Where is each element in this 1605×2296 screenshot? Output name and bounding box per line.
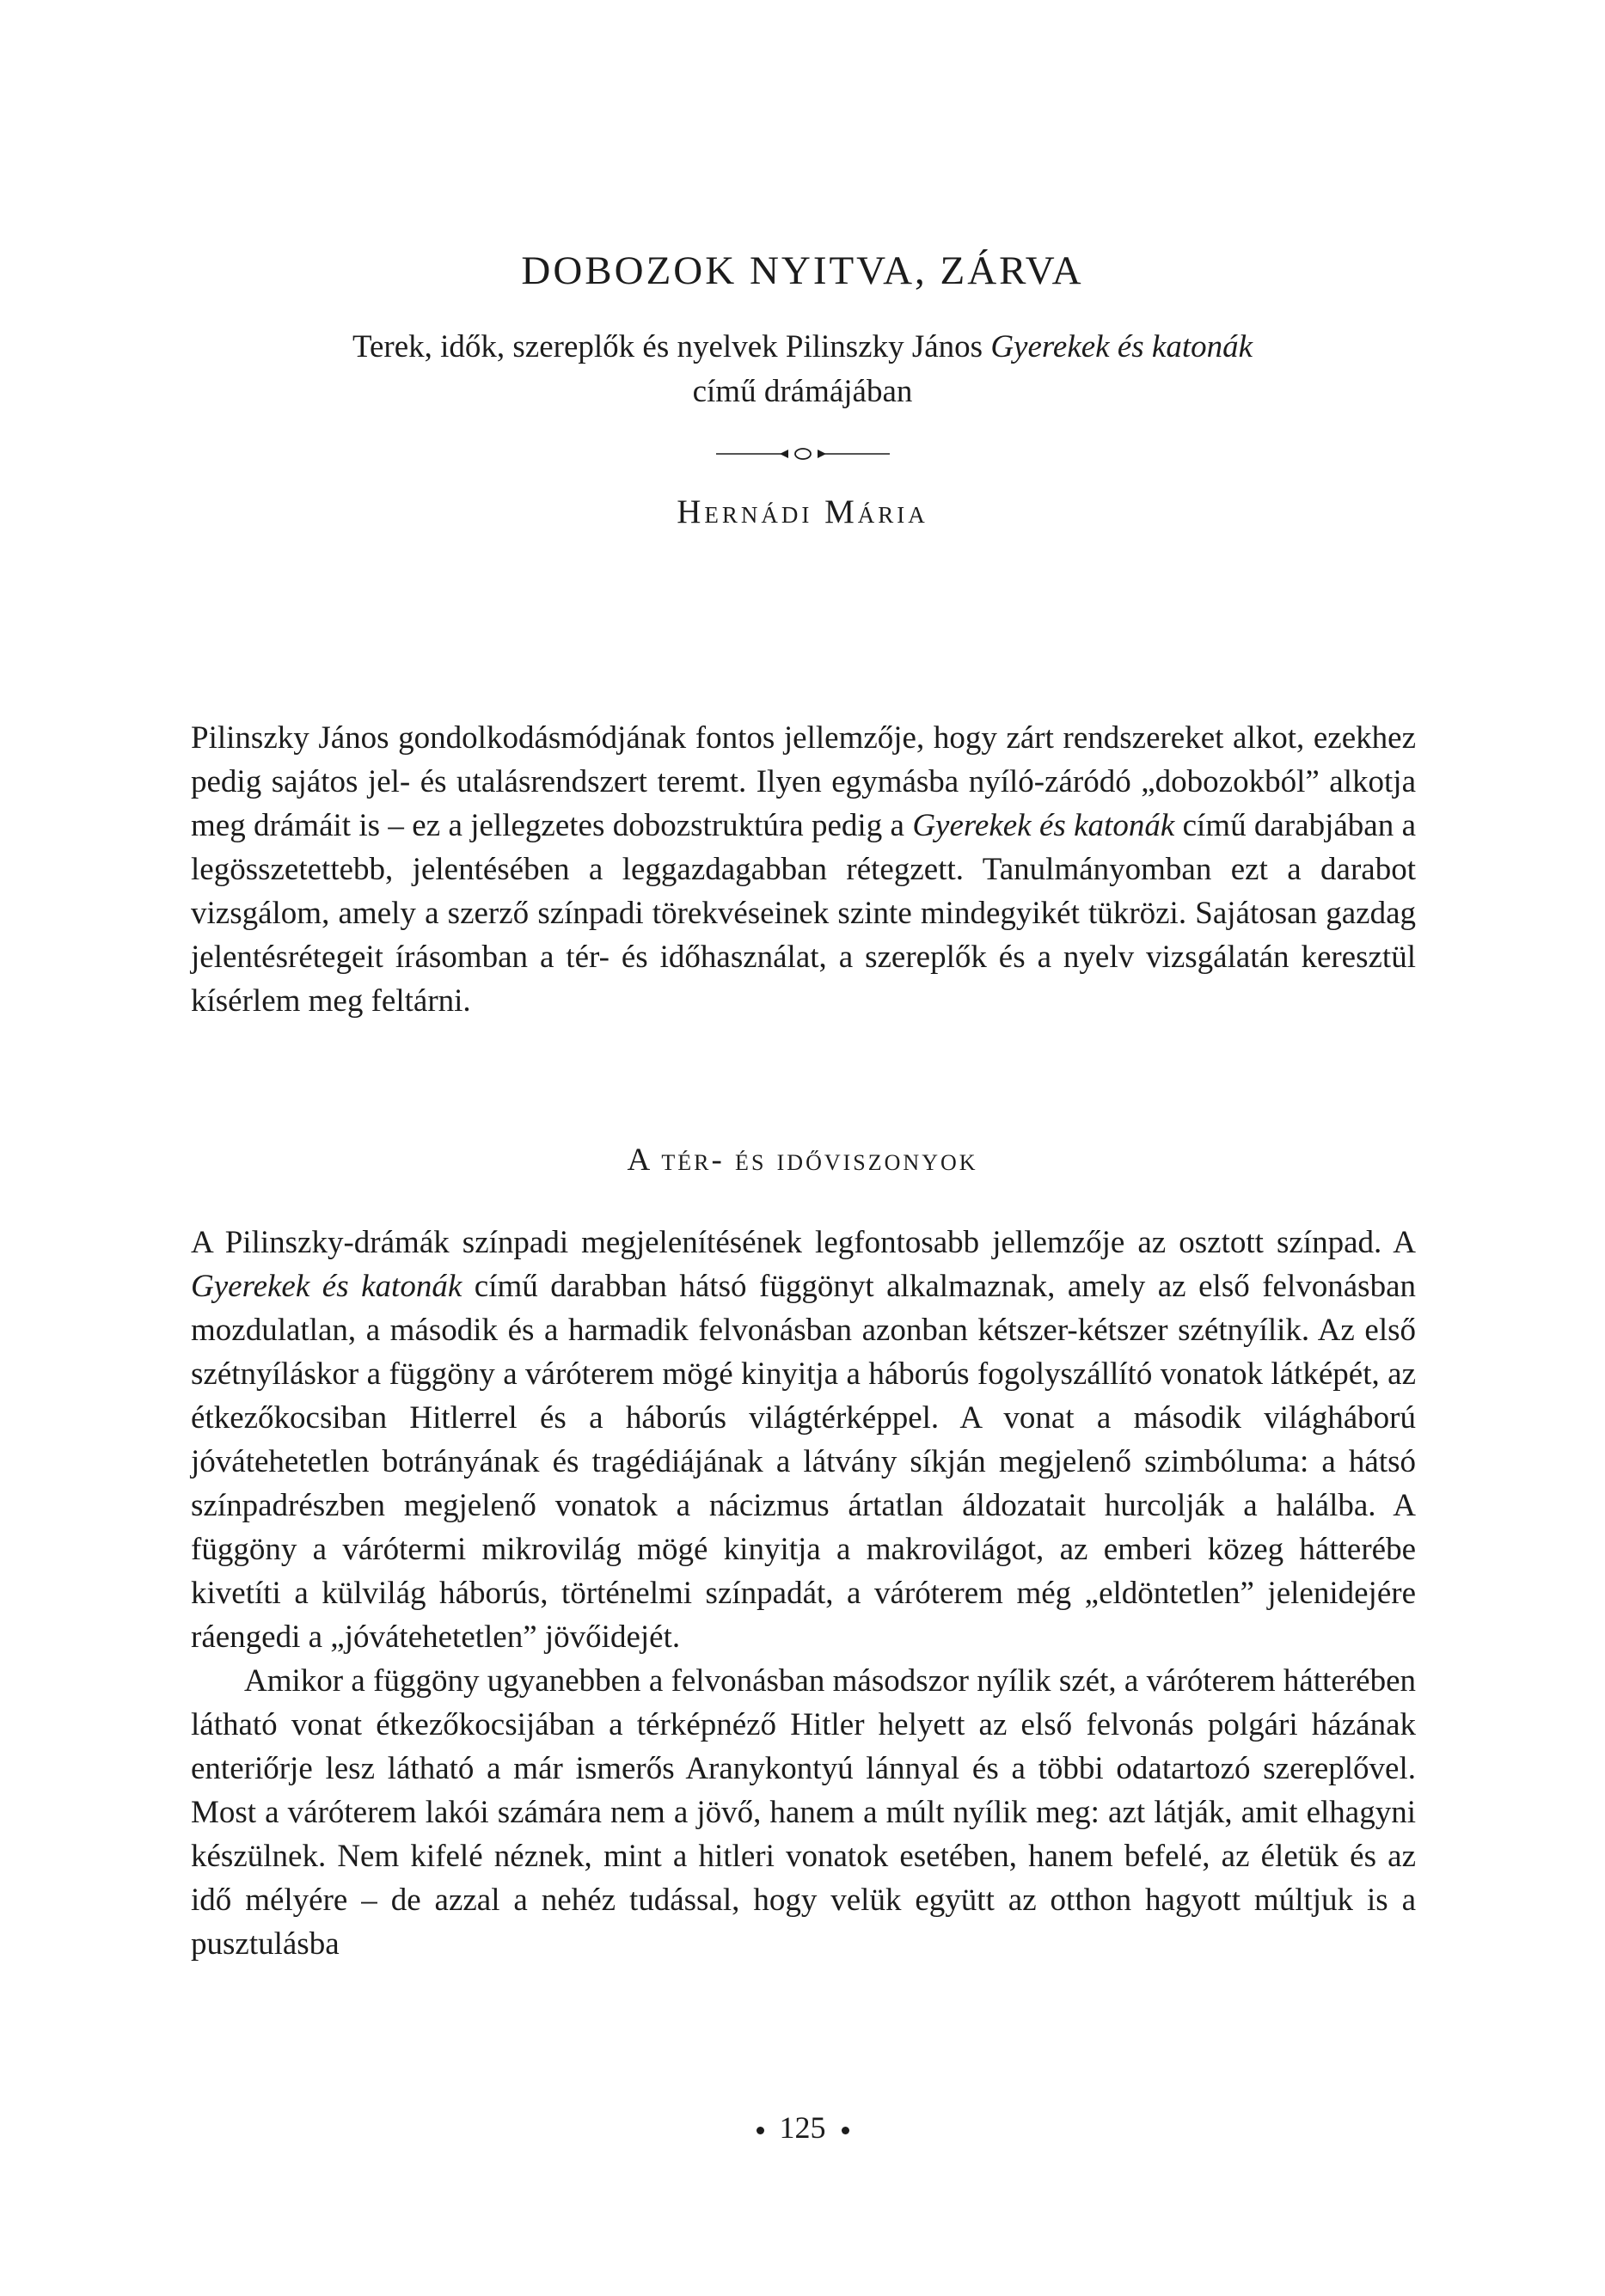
page-number bbox=[0, 2109, 1605, 2146]
section-paragraph-1 bbox=[191, 1221, 1416, 1659]
page-number-value: 125 bbox=[779, 2110, 826, 2145]
subtitle-work-title: Gyerekek és katonák bbox=[990, 329, 1253, 364]
bullet-icon bbox=[842, 2127, 849, 2134]
subtitle-text: Terek, idők, szereplők és nyelvek Pilinszky János bbox=[352, 329, 991, 364]
intro-paragraph bbox=[191, 716, 1416, 1023]
subtitle-text-line2: című drámájában bbox=[692, 374, 913, 409]
section-heading: A tér- és időviszonyok bbox=[627, 1142, 978, 1178]
intro-text-1: Pilinszky János gondolkodásmódjának fontos jellemzője, hogy zárt rendszereket alkot, ezekhez pedig sajátos jel- és utalásrendszert teremt. Ilyen egymásba nyíló-záródó „dobozokból” alkotja meg drámáit is – ez a jellegzetes dobozstruktúra pedig a bbox=[191, 720, 1416, 843]
article-subtitle bbox=[0, 325, 1605, 414]
author-name: Hernádi Mária bbox=[677, 493, 928, 530]
intro-work-title: Gyerekek és katonák bbox=[912, 808, 1175, 843]
intro-text-2: című darabjában a legösszetettebb, jelentésében a leggazdagabban rétegzett. Tanulmányomban ezt a darabot vizsgálom, amely a szerző színpadi törekvéseinek szinte mindegyikét tükrözi. Sajátosan gazdag jelentésrétegeit írásomban a tér- és időhasználat, a szereplők és a nyelv vizsgálatán keresztül kísérlem meg feltárni. bbox=[191, 808, 1416, 1019]
article-title: DOBOZOK NYITVA, ZÁRVA bbox=[521, 248, 1084, 293]
bullet-icon bbox=[757, 2127, 764, 2134]
section-p1-work-title: Gyerekek és katonák bbox=[191, 1269, 463, 1304]
section-p1-text-1: A Pilinszky-drámák színpadi megjelenítésének legfontosabb jellemzője az osztott színpad. A bbox=[191, 1225, 1416, 1260]
section-body bbox=[191, 1221, 1416, 1966]
ornament-divider-icon bbox=[716, 445, 890, 462]
section-p1-text-2: című darabban hátsó függönyt alkalmaznak, amely az első felvonásban mozdulatlan, a második és a harmadik felvonásban azonban kétszer-kétszer szétnyílik. Az első szétnyíláskor a függöny a váróterem mögé kinyitja a háborús fogolyszállító vonatok látképét, az étkezőkocsiban Hitlerrel és a háborús világtérképpel. A vonat a második világháború jóvátehetetlen botrányának és tragédiájának a látvány síkján megjelenő szimbóluma: a hátsó színpadrészben megjelenő vonatok a nácizmus ártatlan áldozatait hurcolják a halálba. A függöny a várótermi mikrovilág mögé kinyitja a makrovilágot, az emberi közeg hátterébe kivetíti a külvilág háborús, történelmi színpadát, a váróterem még „eldöntetlen” jelenidejére ráengedi a „jóvátehetetlen” jövőidejét. bbox=[191, 1269, 1416, 1655]
section-paragraph-2: Amikor a függöny ugyanebben a felvonásban másodszor nyílik szét, a váróterem hátterében látható vonat étkezőkocsijában a térképnéző Hitler helyett az első felvonás polgári házának enteriőrje lesz látható a már ismerős Aranykontyú lánnyal és a többi odatartozó szereplővel. Most a váróterem lakói számára nem a jövő, hanem a múlt nyílik meg: azt látják, amit elhagyni készülnek. Nem kifelé néznek, mint a hitleri vonatok esetében, hanem befelé, az életük és az idő mélyére – de azzal a nehéz tudással, hogy velük együtt az otthon hagyott múltjuk is a pusztulásba bbox=[191, 1663, 1416, 1962]
